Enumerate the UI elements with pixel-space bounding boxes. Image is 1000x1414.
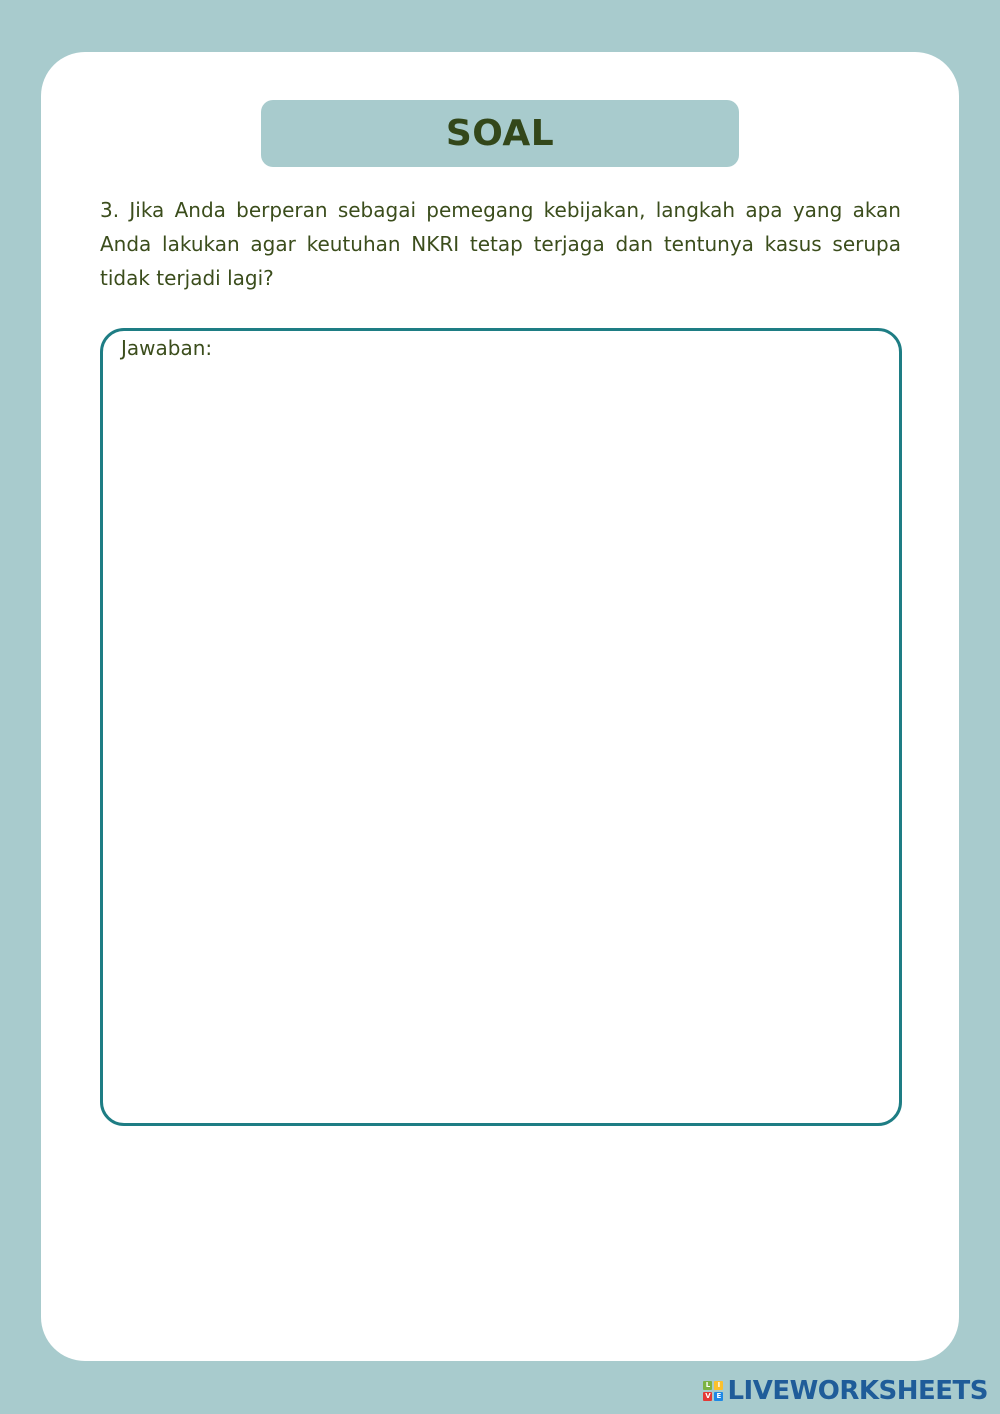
brand-name: LIVEWORKSHEETS — [727, 1376, 988, 1406]
logo-letter-v: V — [705, 1392, 711, 1400]
worksheet-title: SOAL — [445, 113, 555, 154]
title-banner — [261, 100, 739, 167]
answer-label: Jawaban: — [121, 336, 213, 360]
liveworksheets-brand — [703, 1376, 988, 1406]
question-text: 3. Jika Anda berperan sebagai pemegang kebijakan, langkah apa yang akan Anda lakukan agar keutuhan NKRI tetap terjaga dan tentunya kasus serupa tidak terjadi lagi? — [100, 198, 901, 290]
liveworksheets-logo-icon — [703, 1381, 723, 1401]
logo-letter-i: I — [714, 1381, 723, 1390]
answer-textbox[interactable] — [100, 328, 902, 1126]
logo-letter-e: E — [714, 1392, 723, 1401]
logo-letter-l: L — [703, 1381, 712, 1390]
